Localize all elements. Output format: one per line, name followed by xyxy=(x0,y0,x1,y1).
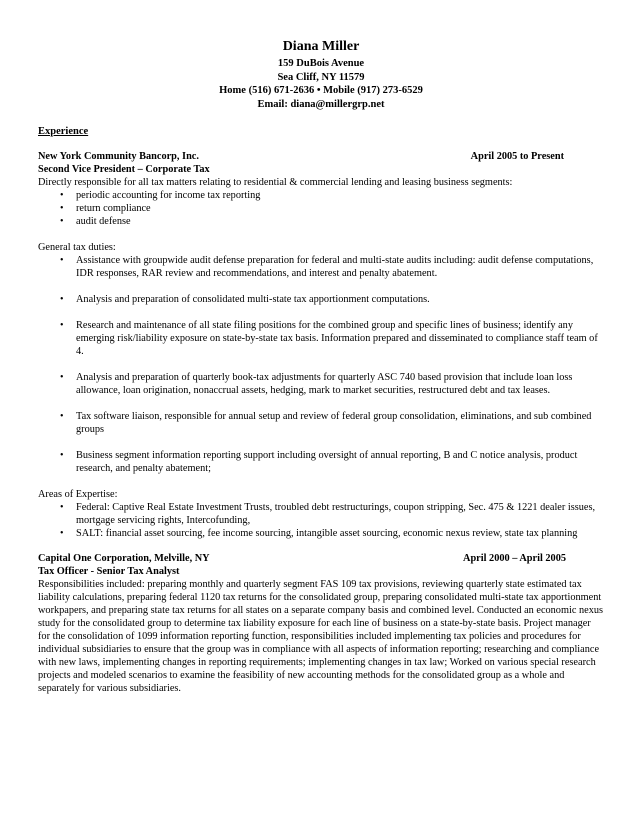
list-item: • periodic accounting for income tax reporting xyxy=(76,189,604,202)
job-1-company: New York Community Bancorp, Inc. xyxy=(38,151,199,162)
list-item: • Federal: Captive Real Estate Investment Trusts, troubled debt restructurings, coupon stripping, Sec. 475 & 1221 dealer issues, mortgage servicing rights, Intercofunding, xyxy=(76,501,604,527)
candidate-name: Diana Miller xyxy=(282,39,360,54)
general-duties-list xyxy=(38,254,604,475)
resume-page xyxy=(38,38,604,695)
expertise-list xyxy=(38,501,604,540)
list-item: • return compliance xyxy=(76,202,604,215)
job-2-company: Capital One Corporation, Melville, NY xyxy=(38,553,210,564)
job-2-description: Responsibilities included: preparing monthly and quarterly segment FAS 109 tax provisions, reviewing quarterly state estimated tax liability calculations, preparing federal 1120 tax returns for the consolidated group, preparing consolidated multi-state tax apportionment workpapers, and preparing state tax returns for all states on a separate company basis and combined level. Conducted an economic nexus study for the consolidated group to determine tax liability exposure for each line of business on a state-by-state basis. Project manager for the consolidation of 1099 information reporting function, responsibilities included implementing tax policies and procedures for individual subsidiaries to ensure that the group was in compliance with all aspects of information reporting; researching and compliance with new laws, implementing changes in reporting requirements; implementing changes in tax law; Worked on various special research projects and modeled scenarios to examine the feasibility of new accounting methods for the consolidated group as a whole and separately for various subsidiaries. xyxy=(38,579,603,694)
email-address: Email: diana@millergrp.net xyxy=(257,98,385,110)
resume-header xyxy=(38,38,604,111)
job-2-header xyxy=(38,552,604,565)
street-address: 159 DuBois Avenue xyxy=(277,58,365,69)
job-1-header xyxy=(38,150,604,163)
list-item: • SALT: financial asset sourcing, fee income sourcing, intangible asset sourcing, economic nexus review, state tax planning xyxy=(76,527,604,540)
experience-heading: Experience xyxy=(38,126,89,137)
phone-numbers: Home (516) 671-2636 • Mobile (917) 273-6529 xyxy=(219,85,423,96)
city-state-zip: Sea Cliff, NY 11579 xyxy=(277,71,365,83)
job-1-summary: Directly responsible for all tax matters relating to residential & commercial lending and leasing business segments: xyxy=(38,177,513,188)
job-1-title: Second Vice President – Corporate Tax xyxy=(38,164,210,175)
list-item: • Tax software liaison, responsible for annual setup and review of federal group consolidation, eliminations, and sub combined groups xyxy=(76,410,604,436)
job-1-dates: April 2005 to Present xyxy=(470,151,564,162)
list-item: • Assistance with groupwide audit defense preparation for federal and multi-state audits including: audit defense computations, IDR responses, RAR review and recommendations, and interest and penalty abatement. xyxy=(76,254,604,280)
list-item: • audit defense xyxy=(76,215,604,228)
job-2-title: Tax Officer - Senior Tax Analyst xyxy=(38,566,180,577)
list-item: • Analysis and preparation of consolidated multi-state tax apportionment computations. xyxy=(76,293,604,306)
job-1-summary-list xyxy=(38,189,604,228)
job-2-dates: April 2000 – April 2005 xyxy=(463,553,566,564)
list-item: • Research and maintenance of all state filing positions for the combined group and specific lines of business; identify any emerging risk/liability exposure on state-by-state tax basis. Information prepared and disseminated to compliance staff team of 4. xyxy=(76,319,604,358)
list-item: • Analysis and preparation of quarterly book-tax adjustments for quarterly ASC 740 based provision that include loan loss allowance, loan origination, nonaccrual assets, hedging, mark to market securities, restructured debt and tax leases. xyxy=(76,371,604,397)
list-item: • Business segment information reporting support including oversight of annual reporting, B and C notice analysis, product research, and penalty abatement; xyxy=(76,449,604,475)
general-duties-label: General tax duties: xyxy=(38,242,116,253)
expertise-label: Areas of Expertise: xyxy=(38,489,118,500)
